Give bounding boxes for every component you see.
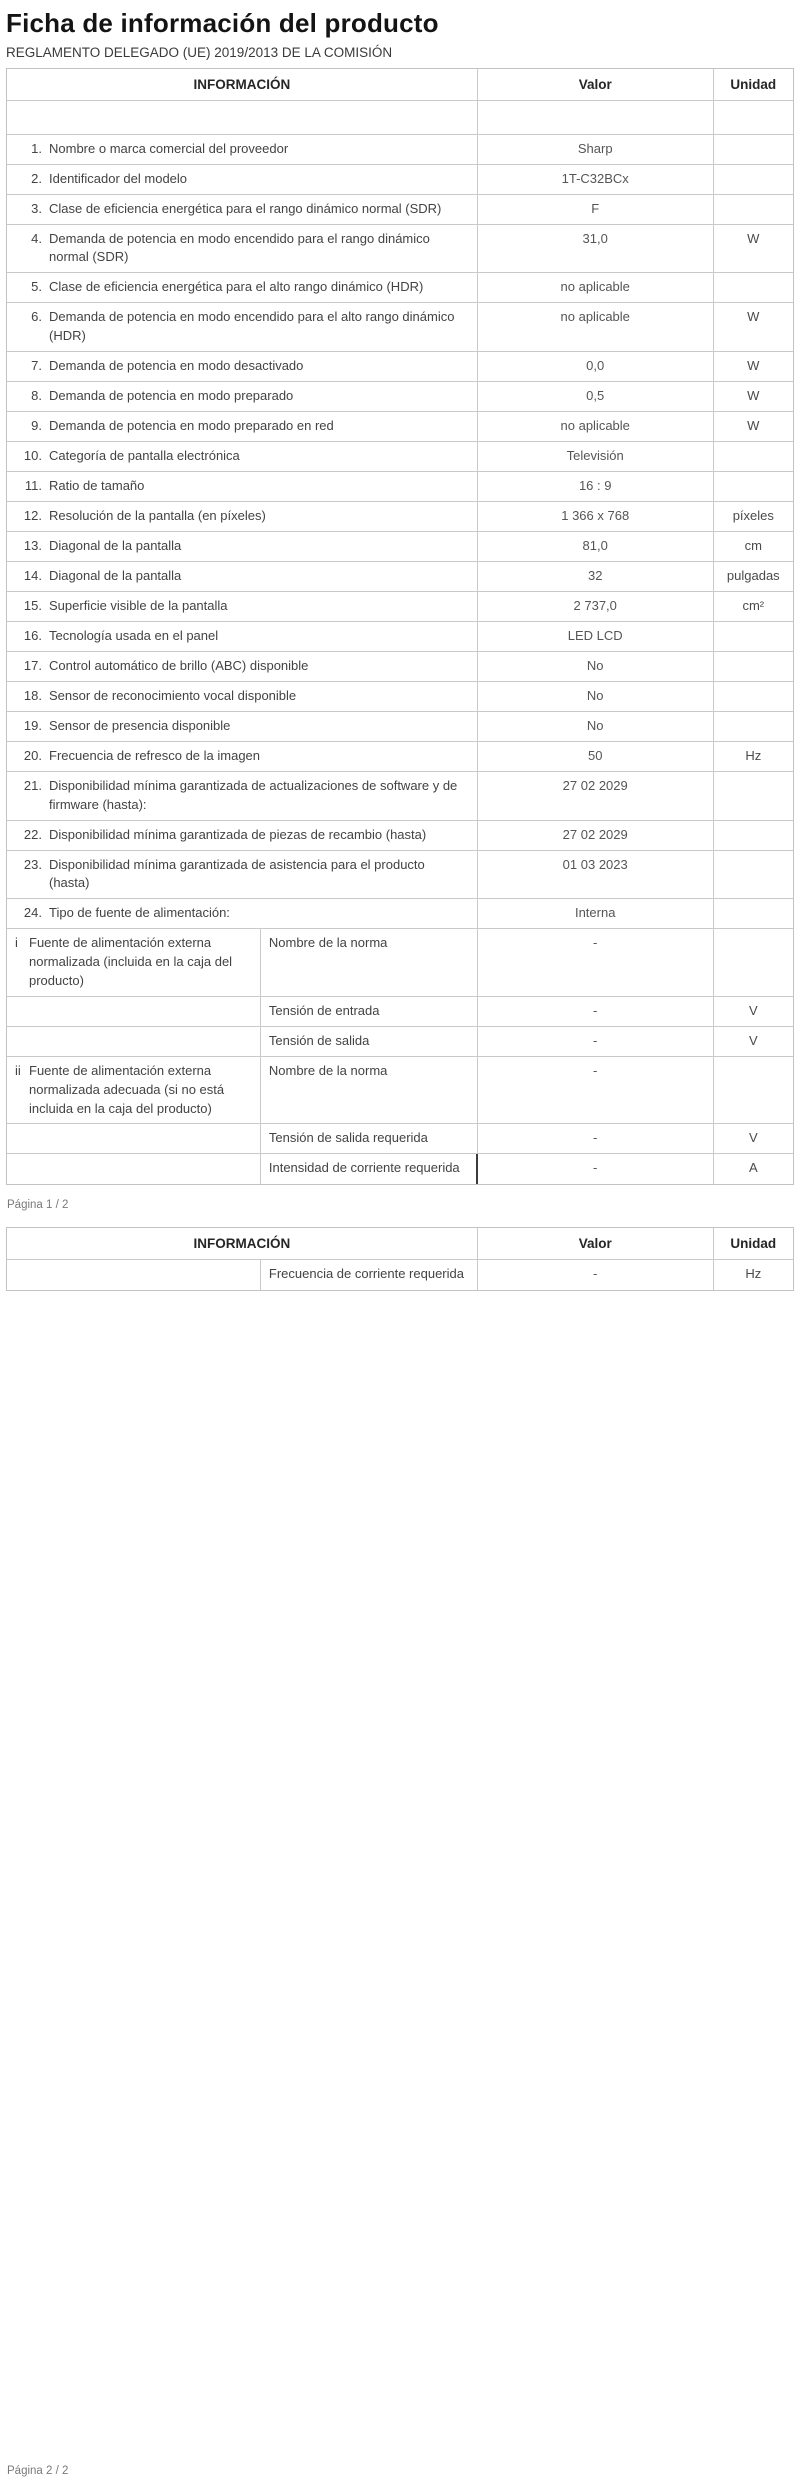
row-label: Clase de eficiencia energética para el rango dinámico normal (SDR) (49, 200, 442, 216)
row-value: - (478, 1057, 714, 1124)
row-unit: Hz (745, 1265, 762, 1281)
row-label: Disponibilidad mínima garantizada de asistencia para el producto (hasta) (49, 856, 425, 891)
row-value: - (478, 1260, 714, 1290)
row-info-cell (7, 562, 478, 591)
row-number: 12. (23, 507, 42, 523)
row-label: Demanda de potencia en modo preparado en red (49, 417, 334, 433)
row-unit (714, 652, 793, 681)
row-number: 13. (23, 537, 42, 553)
row-unit: W (747, 417, 760, 433)
empty-cell (7, 1124, 261, 1153)
empty-cell (7, 1027, 261, 1056)
row-value: 1 366 x 768 (478, 502, 714, 531)
row-value: Sharp (478, 135, 714, 164)
row-number: 9. (31, 417, 42, 433)
row-value: No (478, 652, 714, 681)
row-number: 7. (31, 357, 42, 373)
row-value: no aplicable (478, 412, 714, 441)
column-header-informacion: INFORMACIÓN (7, 69, 478, 100)
row-number: 18. (23, 687, 42, 703)
table-row (7, 532, 793, 562)
row-unit (714, 1057, 793, 1124)
row-number: 4. (31, 230, 42, 246)
row-number: 15. (23, 597, 42, 613)
row-info-cell (7, 135, 478, 164)
row-label: Demanda de potencia en modo encendido para el rango dinámico normal (SDR) (49, 230, 430, 265)
row-sublabel: Tensión de salida (261, 1027, 478, 1056)
row-info-cell (7, 412, 478, 441)
table-row (7, 622, 793, 652)
row-unit: W (747, 387, 760, 403)
row-label: Categoría de pantalla electrónica (49, 447, 240, 463)
group-label: Fuente de alimentación externa normalizada (incluida en la caja del producto) (29, 935, 233, 988)
row-unit (714, 195, 793, 224)
table-row (7, 1154, 793, 1184)
table-row (7, 821, 793, 851)
row-unit: cm (744, 537, 762, 553)
group-marker: ii (15, 1062, 21, 1078)
row-value: 31,0 (478, 225, 714, 273)
row-number: 6. (31, 309, 42, 325)
table-body-page2 (7, 1260, 793, 1290)
row-unit (714, 135, 793, 164)
row-info-cell (7, 382, 478, 411)
row-value: 16 : 9 (478, 472, 714, 501)
table-row (7, 592, 793, 622)
row-number: 22. (23, 826, 42, 842)
row-label: Disponibilidad mínima garantizada de piezas de recambio (hasta) (49, 826, 427, 842)
row-info-cell (7, 742, 478, 771)
table-row (7, 225, 793, 274)
row-number: 14. (23, 567, 42, 583)
table-row (7, 412, 793, 442)
row-info-cell (7, 592, 478, 621)
table-row (7, 1027, 793, 1057)
document-title: Ficha de información del producto (6, 8, 439, 38)
table-row (7, 1057, 793, 1125)
row-info-cell (7, 303, 478, 351)
empty-cell (7, 1154, 261, 1184)
table-row (7, 742, 793, 772)
column-header-informacion: INFORMACIÓN (7, 1228, 478, 1259)
row-value: 81,0 (478, 532, 714, 561)
row-number: 5. (31, 279, 42, 295)
row-unit: V (748, 1002, 758, 1018)
row-value: 0,5 (478, 382, 714, 411)
row-value: - (478, 1124, 714, 1153)
table-row (7, 135, 793, 165)
group-label: Fuente de alimentación externa normalizada adecuada (si no está incluida en la caja del producto) (29, 1062, 225, 1116)
row-number: 20. (23, 747, 42, 763)
row-number: 23. (23, 856, 42, 872)
group-label-cell (7, 929, 261, 996)
row-number: 24. (23, 905, 42, 921)
table-row (7, 851, 793, 900)
row-label: Diagonal de la pantalla (49, 537, 182, 553)
row-number: 8. (31, 387, 42, 403)
row-info-cell (7, 682, 478, 711)
row-unit (714, 929, 793, 996)
table-row (7, 195, 793, 225)
row-value: - (478, 929, 714, 996)
row-unit: V (748, 1032, 758, 1048)
table-row (7, 472, 793, 502)
group-label-cell (7, 1057, 261, 1124)
column-header-unidad: Unidad (730, 77, 777, 92)
row-label: Identificador del modelo (49, 170, 188, 186)
row-unit (714, 772, 793, 820)
row-value: - (478, 997, 714, 1026)
row-info-cell (7, 352, 478, 381)
row-info-cell (7, 652, 478, 681)
row-info-cell (7, 772, 478, 820)
row-value: 32 (478, 562, 714, 591)
row-unit (714, 899, 793, 928)
table-row (7, 352, 793, 382)
row-label: Tipo de fuente de alimentación: (49, 905, 230, 921)
row-unit: W (747, 309, 760, 325)
table-row (7, 997, 793, 1027)
row-unit (714, 712, 793, 741)
row-label: Tecnología usada en el panel (49, 627, 219, 643)
row-info-cell (7, 851, 478, 899)
row-value: 27 02 2029 (478, 821, 714, 850)
row-value: 27 02 2029 (478, 772, 714, 820)
table-row (7, 652, 793, 682)
row-info-cell (7, 532, 478, 561)
row-info-cell (7, 821, 478, 850)
table-row (7, 101, 793, 135)
row-unit: V (748, 1130, 758, 1146)
row-unit: W (747, 357, 760, 373)
row-info-cell (7, 165, 478, 194)
row-value: - (478, 1154, 714, 1184)
row-sublabel: Nombre de la norma (261, 1057, 478, 1124)
row-unit (714, 622, 793, 651)
row-label: Control automático de brillo (ABC) disponible (49, 657, 309, 673)
row-number: 3. (31, 200, 42, 216)
table-row (7, 442, 793, 472)
row-label: Nombre o marca comercial del proveedor (49, 140, 289, 156)
row-info-cell (7, 622, 478, 651)
document-subtitle: REGLAMENTO DELEGADO (UE) 2019/2013 DE LA COMISIÓN (6, 45, 393, 60)
table-row (7, 303, 793, 352)
row-label: Demanda de potencia en modo desactivado (49, 357, 304, 373)
row-sublabel: Intensidad de corriente requerida (261, 1154, 478, 1184)
row-info-cell (7, 442, 478, 471)
row-value: - (478, 1027, 714, 1056)
row-value: LED LCD (478, 622, 714, 651)
row-label: Demanda de potencia en modo encendido para el alto rango dinámico (HDR) (49, 309, 455, 344)
row-number: 17. (23, 657, 42, 673)
row-value: Interna (478, 899, 714, 928)
row-unit (714, 682, 793, 711)
row-label: Resolución de la pantalla (en píxeles) (49, 507, 266, 523)
column-header-valor: Valor (478, 1228, 714, 1259)
row-sublabel: Nombre de la norma (261, 929, 478, 996)
row-unit (714, 165, 793, 194)
row-info-cell (7, 472, 478, 501)
column-header-unidad: Unidad (730, 1236, 777, 1252)
table-row (7, 1260, 793, 1290)
spacer-cell (714, 101, 793, 134)
row-value: No (478, 682, 714, 711)
row-label: Clase de eficiencia energética para el alto rango dinámico (HDR) (49, 279, 424, 295)
row-unit: pulgadas (726, 567, 780, 583)
row-number: 1. (31, 140, 42, 156)
row-info-cell (7, 195, 478, 224)
row-unit (714, 472, 793, 501)
row-label: Diagonal de la pantalla (49, 567, 182, 583)
row-unit: Hz (745, 747, 762, 763)
row-unit: píxeles (732, 507, 774, 523)
table-header-row (7, 1228, 793, 1260)
row-info-cell (7, 273, 478, 302)
table-row (7, 165, 793, 195)
table-row (7, 273, 793, 303)
group-marker: i (15, 935, 18, 951)
row-label: Demanda de potencia en modo preparado (49, 387, 294, 403)
row-value: Televisión (478, 442, 714, 471)
table-row (7, 1124, 793, 1154)
row-number: 16. (23, 627, 42, 643)
empty-cell (7, 1260, 261, 1290)
row-sublabel: Tensión de salida requerida (261, 1124, 478, 1153)
row-label: Sensor de presencia disponible (49, 717, 231, 733)
table-header-row (7, 69, 793, 101)
product-info-table-page2 (6, 1227, 794, 1291)
row-info-cell (7, 712, 478, 741)
row-label: Sensor de reconocimiento vocal disponible (49, 687, 297, 703)
column-header-valor: Valor (478, 69, 714, 100)
row-value: 50 (478, 742, 714, 771)
row-sublabel: Frecuencia de corriente requerida (261, 1260, 478, 1290)
row-label: Frecuencia de refresco de la imagen (49, 747, 261, 763)
table-row (7, 772, 793, 821)
row-sublabel: Tensión de entrada (261, 997, 478, 1026)
row-info-cell (7, 225, 478, 273)
row-value: 0,0 (478, 352, 714, 381)
table-row (7, 382, 793, 412)
row-info-cell (7, 899, 478, 928)
table-row (7, 562, 793, 592)
row-value: F (478, 195, 714, 224)
row-label: Superficie visible de la pantalla (49, 597, 228, 613)
row-unit (714, 851, 793, 899)
row-value: no aplicable (478, 273, 714, 302)
row-unit: cm² (742, 597, 765, 613)
row-unit: W (747, 230, 760, 246)
row-number: 2. (31, 170, 42, 186)
table-row (7, 899, 793, 929)
row-value: 2 737,0 (478, 592, 714, 621)
row-info-cell (7, 502, 478, 531)
row-label: Disponibilidad mínima garantizada de actualizaciones de software y de firmware (hasta): (49, 777, 458, 812)
row-number: 19. (23, 717, 42, 733)
row-number: 10. (23, 447, 42, 463)
row-number: 11. (24, 477, 42, 493)
page2-footer: Página 2 / 2 (7, 2465, 69, 2477)
table-row (7, 712, 793, 742)
row-value: 1T-C32BCx (478, 165, 714, 194)
row-unit (714, 821, 793, 850)
row-label: Ratio de tamaño (49, 477, 145, 493)
empty-cell (7, 997, 261, 1026)
product-info-table-page1 (6, 68, 794, 1185)
row-unit (714, 273, 793, 302)
table-row (7, 929, 793, 997)
spacer-cell (7, 101, 478, 134)
row-value: 01 03 2023 (478, 851, 714, 899)
row-number: 21. (23, 777, 42, 793)
row-unit: A (748, 1160, 758, 1176)
table-row (7, 502, 793, 532)
spacer-cell (478, 101, 714, 134)
row-unit (714, 442, 793, 471)
table-body-page1 (7, 101, 793, 1185)
page1-footer: Página 1 / 2 (7, 1199, 69, 1212)
table-row (7, 682, 793, 712)
row-value: no aplicable (478, 303, 714, 351)
row-value: No (478, 712, 714, 741)
